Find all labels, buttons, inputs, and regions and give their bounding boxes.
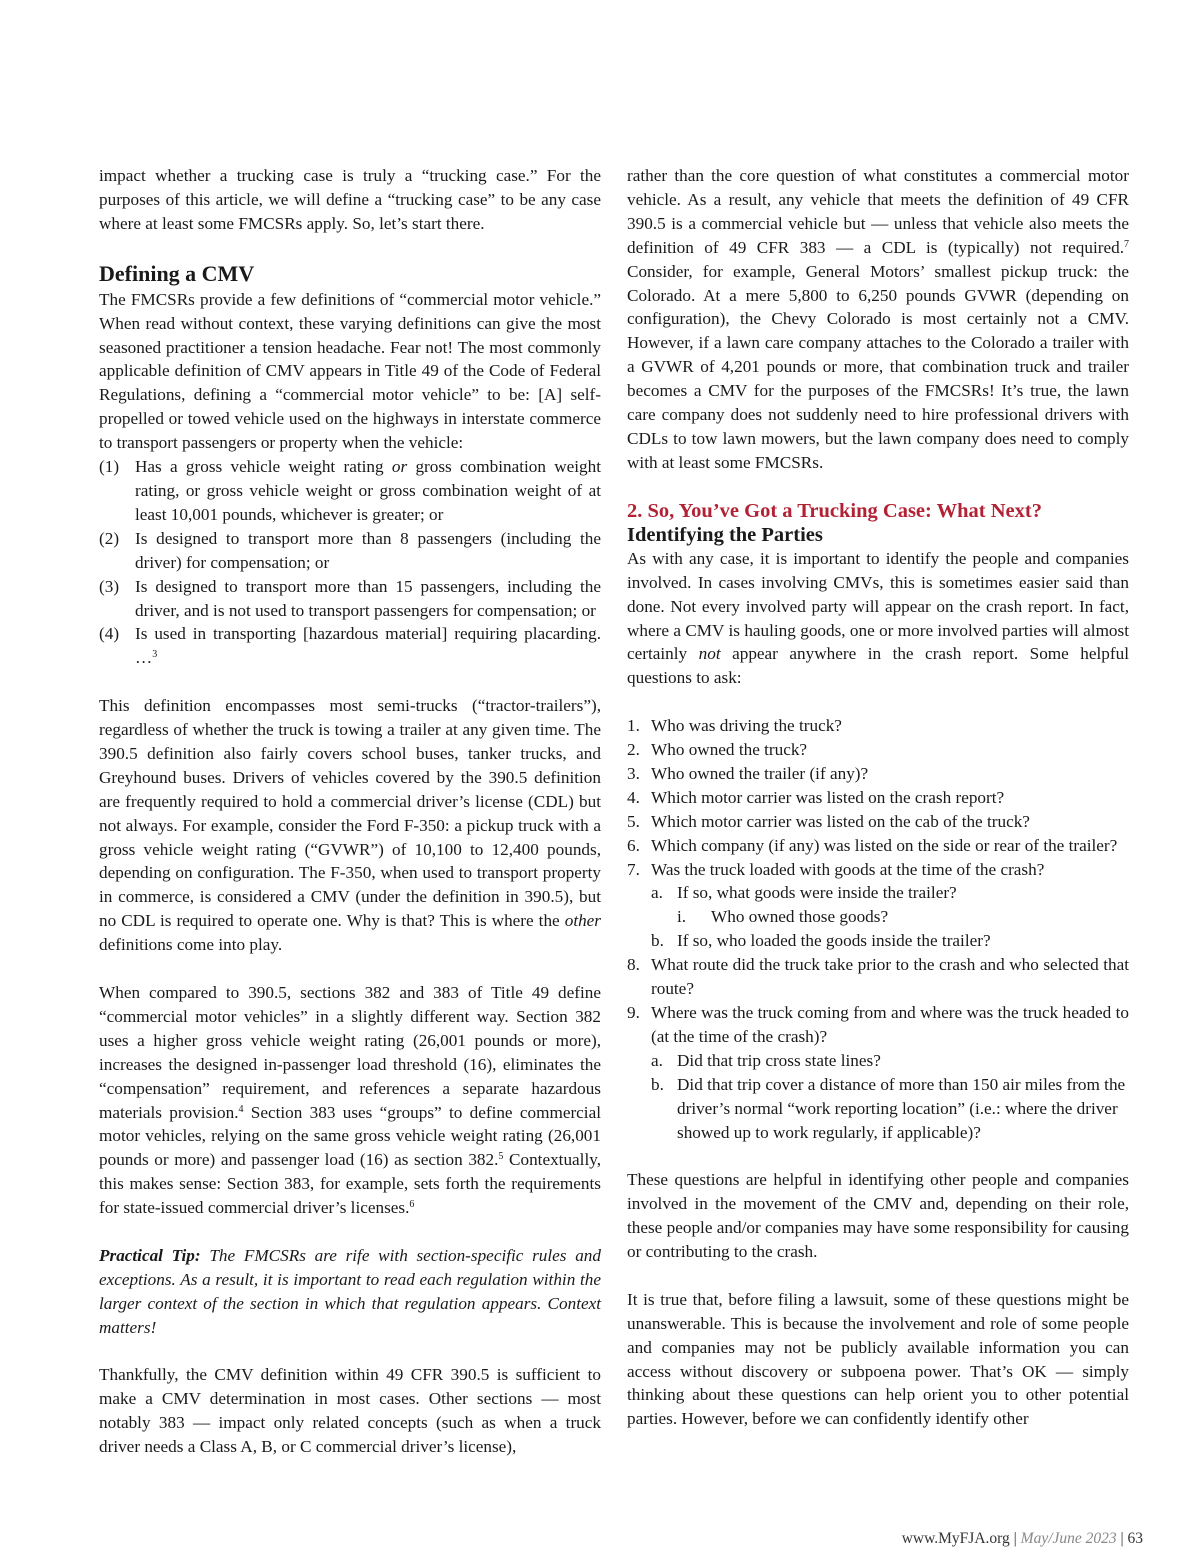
subheading-identifying-parties: Identifying the Parties <box>627 523 823 546</box>
question-item: 1. Who was driving the truck? <box>627 716 842 736</box>
question-item: 7. Was the truck loaded with goods at the time of the crash? a. If so, what goods were inside the trailer? i. Who owned those goods? b. If so, who loaded the goods inside the trailer? <box>627 858 1129 954</box>
left-column <box>99 164 601 1459</box>
questions-list <box>627 714 1129 1144</box>
question-item: 4. Which motor carrier was listed on the crash report? <box>627 787 1005 807</box>
sub-question-item: b. Did that trip cover a distance of more than 150 air miles from the driver’s normal “work reporting location” (i.e.: where the driver showed up to work regularly, if applicable)? <box>651 1074 1126 1142</box>
left-paragraph-2: The FMCSRs provide a few definitions of “commercial motor vehicle.” When read without context, these varying definitions can give the most seasoned practitioner a tension headache. Fear not! The most commonly applicable definition of CMV appears in Title 49 of the Code of Federal Regulations, defining a “commercial motor vehicle” to be: [A] self-propelled or towed vehicle used on the highways in interstate commerce to transport passengers or property when the vehicle: <box>99 289 601 453</box>
footnote-ref: 4 <box>238 1103 244 1115</box>
right-paragraph-1: rather than the core question of what constitutes a commercial motor vehicle. As a result, any vehicle that meets the definition of 49 CFR 390.5 is a commercial vehicle but — unless that vehicle also meets the definition of 49 CFR 383 — a CDL is (typically) not required.$^7$ Consider, for example, General Motors’ smallest pickup truck: the Colorado. At a mere 5,800 to 6,250 pounds GVWR (depending on configuration), the Chevy Colorado is most certainly not a CMV. However, if a lawn care company attaches to the Colorado a trailer with a GVWR of 4,201 pounds or more, that combination truck and trailer becomes a CMV for the purposes of the FMCSRs! It’s true, the lawn care company does not suddenly need to hire professional drivers with CDLs to tow lawn mowers, but the lawn company does need to comply with at least some FMCSRs. <box>627 166 1129 472</box>
sub-question-list <box>651 881 1129 953</box>
sub-sub-question-list <box>677 905 1129 929</box>
definition-item: (4) Is used in transporting [hazardous material] requiring placarding. …$^3$ <box>99 624 601 668</box>
right-column <box>627 164 1129 1431</box>
sub-sub-question-item: i. Who owned those goods? <box>677 907 889 927</box>
section-heading-next-steps: 2. So, You’ve Got a Trucking Case: What Next? <box>627 499 1042 522</box>
page-number: 63 <box>1127 1530 1143 1547</box>
footer-site-link[interactable]: www.MyFJA.org <box>901 1530 1010 1547</box>
sub-question-item: a. If so, what goods were inside the trailer? i. Who owned those goods? <box>651 881 1129 929</box>
question-item: 8. What route did the truck take prior to the crash and who selected that route? <box>627 955 1129 999</box>
footnote-ref: 3 <box>152 649 158 661</box>
sub-question-item: b. If so, who loaded the goods inside the trailer? <box>651 931 991 951</box>
right-paragraph-2: As with any case, it is important to identify the people and companies involved. In cases involving CMVs, this is sometimes easier said than done. Not every involved party will appear on the crash report. In fact, where a CMV is hauling goods, one or more involved parties will almost certainly not appear anywhere in the crash report. Some helpful questions to ask: <box>627 548 1129 688</box>
definition-item: (2) Is designed to transport more than 8 passengers (including the driver) for compensation; or <box>99 528 601 572</box>
left-paragraph-3: This definition encompasses most semi-trucks (“tractor-trailers”), regardless of whether the truck is towing a trailer at any given time. The 390.5 definition also fairly covers school buses, tanker trucks, and Greyhound buses. Drivers of vehicles covered by the 390.5 definition are frequently required to hold a commercial driver’s license (CDL) but not always. For example, consider the Ford F-350: a pickup truck with a gross vehicle weight rating (“GVWR”) of 10,100 to 12,400 pounds, depending on configuration. The F-350, when used to transport property in commerce, is considered a CMV (under the definition in 390.5), but no CDL is required to operate one. Why is that? This is where the other definitions come into play. <box>99 696 601 955</box>
right-paragraph-3: These questions are helpful in identifying other people and companies involved in the movement of the CMV and, depending on their role, these people and/or companies may have some responsibility for causing or contributing to the crash. <box>627 1170 1129 1262</box>
cmv-definition-list <box>99 455 601 670</box>
question-item: 3. Who owned the trailer (if any)? <box>627 763 869 783</box>
footnote-ref: 6 <box>409 1199 415 1211</box>
footer-issue: May/June 2023 <box>1020 1530 1117 1547</box>
sub-question-item: a. Did that trip cross state lines? <box>651 1050 881 1070</box>
practical-tip: Practical Tip: The FMCSRs are rife with section-specific rules and exceptions. As a result, it is important to read each regulation within the larger context of the section in which that regulation appears. Context matters! <box>99 1245 601 1337</box>
footnote-ref: 5 <box>498 1151 504 1163</box>
question-item: 5. Which motor carrier was listed on the cab of the truck? <box>627 811 1030 831</box>
right-paragraph-4: It is true that, before filing a lawsuit, some of these questions might be unanswerable. This is because the involvement and role of some people and companies may not be publicly available information you can access without discovery or subpoena power. That’s OK — simply thinking about these questions can help orient you to other potential parties. However, before we can confidently identify other <box>627 1289 1129 1429</box>
left-paragraph-4: When compared to 390.5, sections 382 and 383 of Title 49 define “commercial motor vehicles” in a slightly different way. Section 382 uses a higher gross vehicle weight rating (26,001 pounds or more), increases the designed in-passenger load threshold (16), eliminates the “compensation” requirement, and references a separate hazardous materials provision.$^4$ Section 383 uses “groups” to define commercial motor vehicles, relying on the same gross vehicle weight rating (26,001 pounds or more) and passenger load (16) as section 382.$^5$ Contextually, this makes sense: Section 383, for example, sets forth the requirements for state-issued commercial driver’s licenses.$^6$ <box>99 982 601 1218</box>
question-item: 2. Who owned the truck? <box>627 740 808 760</box>
question-item: 9. Where was the truck coming from and where was the truck headed to (at the time of the crash)? a. Did that trip cross state lines? b. Did that trip cover a distance of more than 150 air miles from the driver’s normal “work reporting location” (i.e.: where the driver showed up to work regularly, if applicable)? <box>627 1001 1129 1144</box>
section-heading-defining-cmv: Defining a CMV <box>99 260 255 286</box>
sub-question-list <box>651 1049 1129 1145</box>
definition-item: (3) Is designed to transport more than 15 passengers, including the driver, and is not used to transport passengers for compensation; or <box>99 576 601 620</box>
definition-item: (1) Has a gross vehicle weight rating or gross combination weight rating, or gross vehicle weight or gross combination weight of at least 10,001 pounds, whichever is greater; or <box>99 457 601 524</box>
left-paragraph-5: Thankfully, the CMV definition within 49 CFR 390.5 is sufficient to make a CMV determination in most cases. Other sections — most notably 383 — impact only related concepts (such as when a truck driver needs a Class A, B, or C commercial driver’s license), <box>99 1365 601 1457</box>
footnote-ref: 7 <box>1124 238 1129 250</box>
page-footer: www.MyFJA.org | May/June 2023 | 63 <box>901 1530 1143 1547</box>
left-paragraph-1: impact whether a trucking case is truly a “trucking case.” For the purposes of this article, we will define a “trucking case” to be any case where at least some FMCSRs apply. So, let’s start there. <box>99 166 601 233</box>
question-item: 6. Which company (if any) was listed on the side or rear of the trailer? <box>627 835 1118 855</box>
